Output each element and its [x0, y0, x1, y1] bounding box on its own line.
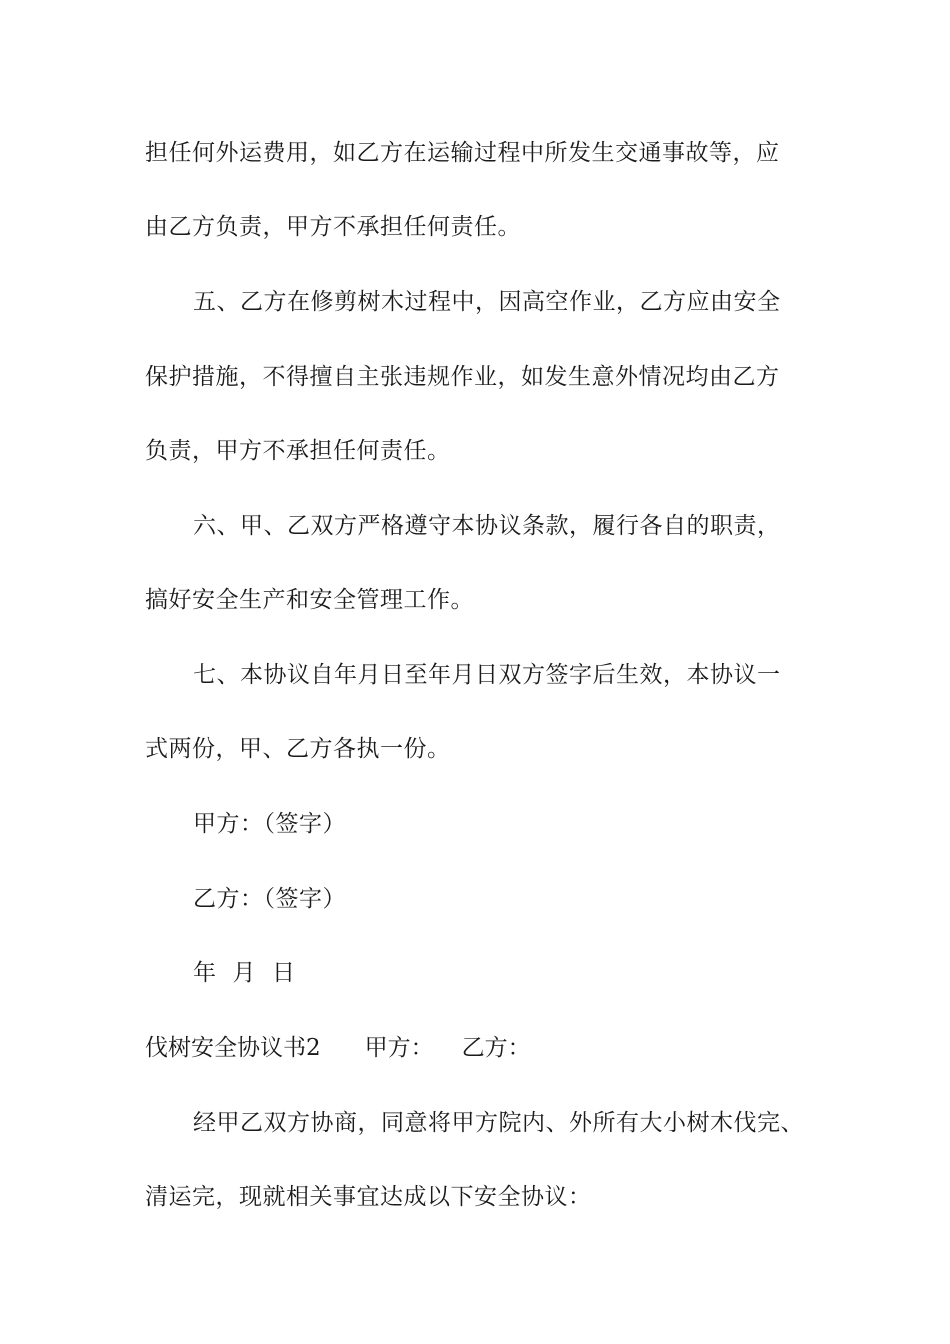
- heading-party-b: 乙方：: [461, 1035, 531, 1061]
- paragraph-line: 搞好安全生产和安全管理工作。: [145, 587, 474, 613]
- section-title: 伐树安全协议书2: [145, 1035, 321, 1061]
- date-day: 日: [272, 960, 296, 986]
- date-year: 年: [193, 960, 217, 986]
- date-month: 月: [232, 960, 256, 986]
- clause-six-line: 六、甲、乙双方严格遵守本协议条款，履行各自的职责，: [193, 513, 781, 539]
- signature-date: [193, 958, 873, 988]
- paragraph-line: 保护措施，不得擅自主张违规作业，如发生意外情况均由乙方: [145, 364, 780, 390]
- heading-party-a: 甲方：: [364, 1035, 434, 1061]
- party-a-signature: 甲方：（签字）: [193, 811, 346, 837]
- paragraph-line: 担任何外运费用，如乙方在运输过程中所发生交通事故等，应: [145, 140, 780, 166]
- section-heading: [145, 1033, 825, 1063]
- paragraph-line: 负责，甲方不承担任何责任。: [145, 438, 451, 464]
- party-b-signature: 乙方：（签字）: [193, 886, 346, 912]
- paragraph-line: 式两份，甲、乙方各执一份。: [145, 736, 451, 762]
- clause-seven-line: 七、本协议自年月日至年月日双方签字后生效，本协议一: [193, 662, 781, 688]
- clause-five-line: 五、乙方在修剪树木过程中，因高空作业，乙方应由安全: [193, 289, 781, 315]
- paragraph-line: 由乙方负责，甲方不承担任何责任。: [145, 214, 521, 240]
- intro-line: 经甲乙双方协商，同意将甲方院内、外所有大小树木伐完、: [193, 1110, 804, 1136]
- paragraph-line: 清运完，现就相关事宜达成以下安全协议：: [145, 1184, 592, 1210]
